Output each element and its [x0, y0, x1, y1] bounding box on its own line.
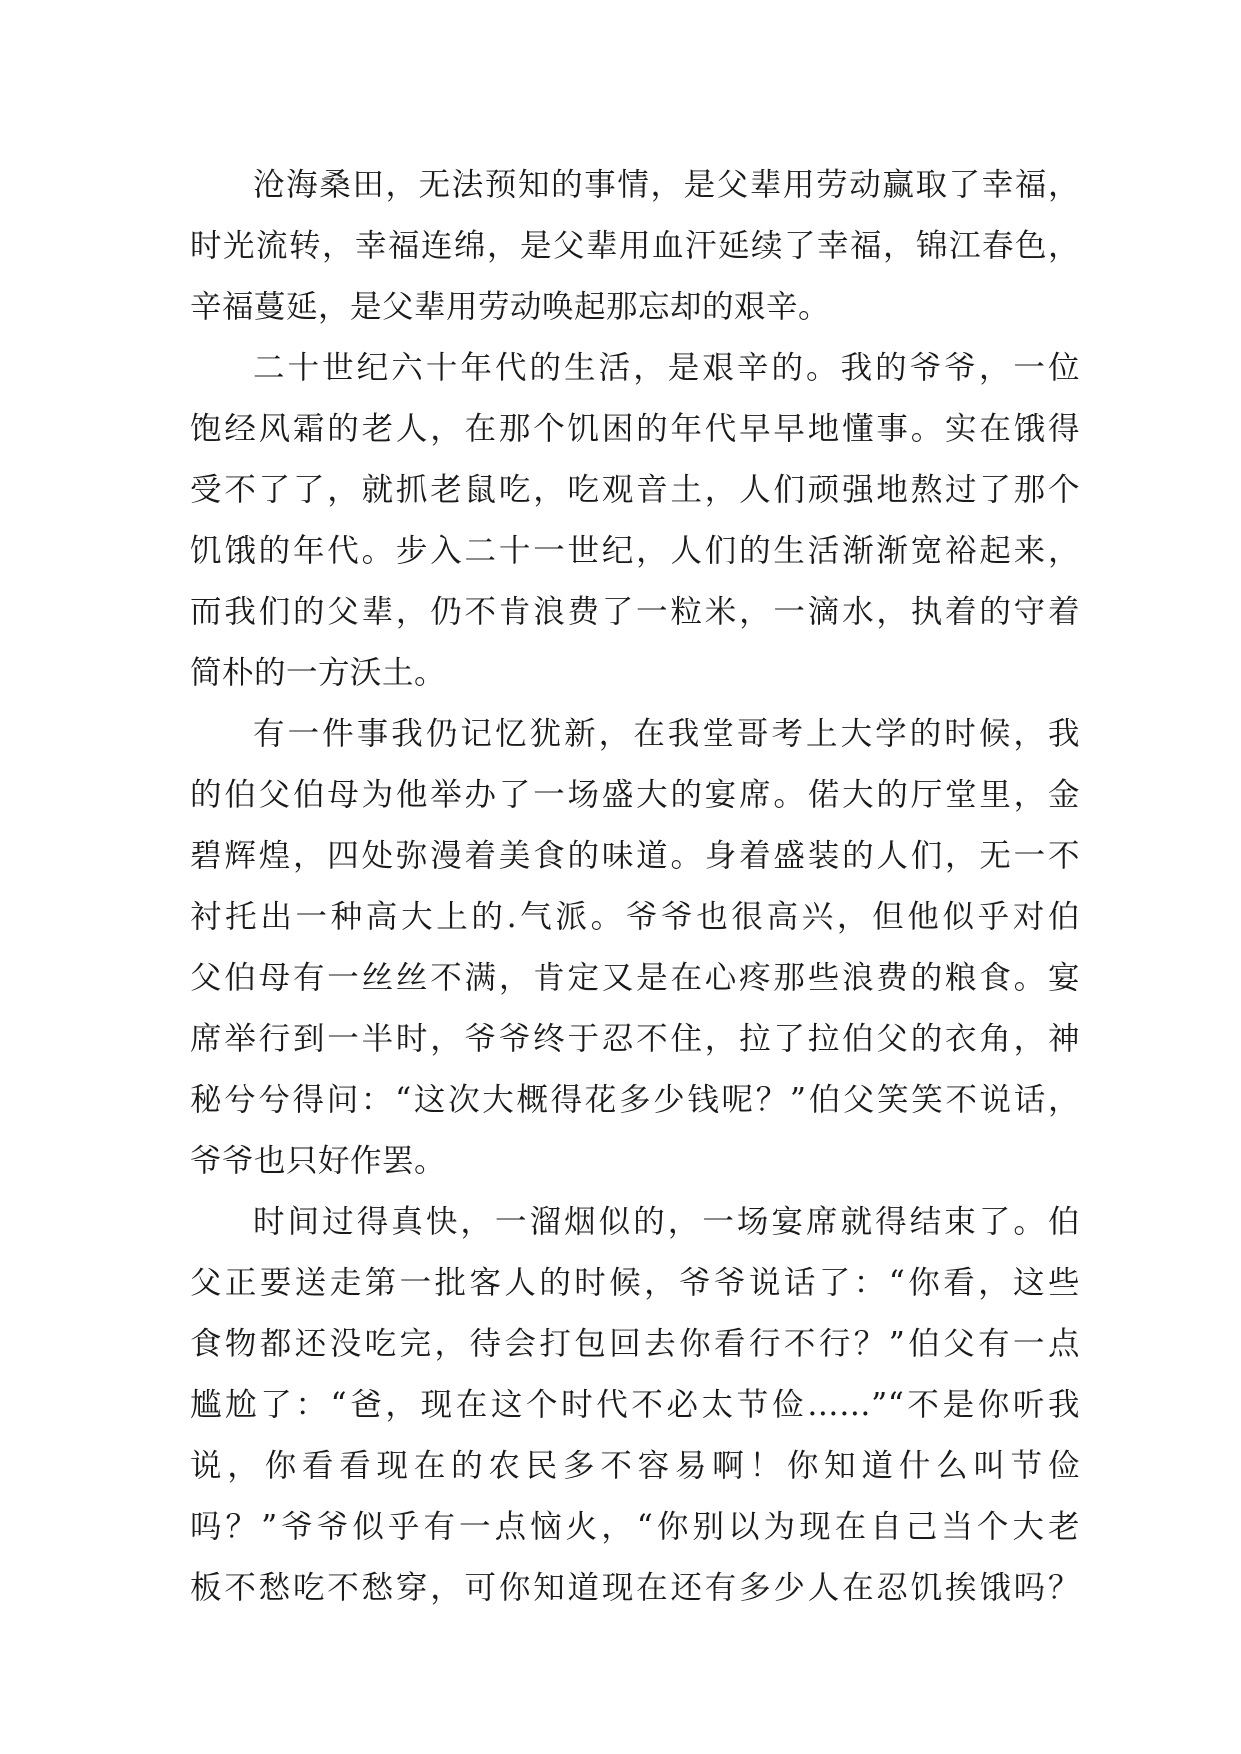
paragraph-line: 而我们的父辈，仍不肯浪费了一粒米，一滴水，执着的守着 — [190, 594, 1080, 630]
paragraph-line: 饱经风霜的老人，在那个饥困的年代早早地懂事。实在饿得 — [190, 411, 1080, 447]
paragraph-line: 衬托出一种高大上的.气派。爷爷也很高兴，但他似乎对伯 — [190, 899, 1080, 935]
paragraph-line: 爷爷也只好作罢。 — [190, 1143, 447, 1179]
paragraph-2 — [190, 338, 1080, 704]
paragraph-line: 二十世纪六十年代的生活，是艰辛的。我的爷爷，一位 — [253, 350, 1080, 386]
paragraph-line: 板不愁吃不愁穿，可你知道现在还有多少人在忍饥挨饿吗？ — [190, 1570, 1080, 1606]
paragraph-line: 碧辉煌，四处弥漫着美食的味道。身着盛装的人们，无一不 — [190, 838, 1080, 874]
paragraph-line: 席举行到一半时，爷爷终于忍不住，拉了拉伯父的衣角，神 — [190, 1021, 1080, 1057]
paragraph-line: 辛福蔓延，是父辈用劳动唤起那忘却的艰辛。 — [190, 289, 831, 325]
essay-body — [190, 155, 1080, 1619]
paragraph-line: 饥饿的年代。步入二十一世纪，人们的生活渐渐宽裕起来， — [190, 533, 1080, 569]
paragraph-line: 说，你看看现在的农民多不容易啊！你知道什么叫节俭 — [190, 1448, 1080, 1484]
paragraph-line: 时光流转，幸福连绵，是父辈用血汗延续了幸福，锦江春色， — [190, 228, 1080, 264]
paragraph-line: 受不了了，就抓老鼠吃，吃观音土，人们顽强地熬过了那个 — [190, 472, 1080, 508]
paragraph-4 — [190, 1192, 1080, 1619]
paragraph-line: 有一件事我仍记忆犹新，在我堂哥考上大学的时候，我 — [253, 716, 1080, 752]
paragraph-line: 的伯父伯母为他举办了一场盛大的宴席。偌大的厅堂里，金 — [190, 777, 1080, 813]
paragraph-line: 时间过得真快，一溜烟似的，一场宴席就得结束了。伯 — [253, 1204, 1080, 1240]
paragraph-line: 吗？”爷爷似乎有一点恼火，“你别以为现在自己当个大老 — [190, 1509, 1080, 1545]
paragraph-line: 尴尬了：“爸，现在这个时代不必太节俭……”“不是你听我 — [190, 1387, 1080, 1423]
paragraph-line: 父正要送走第一批客人的时候，爷爷说话了：“你看，这些 — [190, 1265, 1080, 1301]
paragraph-1 — [190, 155, 1080, 338]
paragraph-line: 父伯母有一丝丝不满，肯定又是在心疼那些浪费的粮食。宴 — [190, 960, 1080, 996]
paragraph-line: 食物都还没吃完，待会打包回去你看行不行？”伯父有一点 — [190, 1326, 1080, 1362]
paragraph-line: 秘兮兮得问：“这次大概得花多少钱呢？”伯父笑笑不说话， — [190, 1082, 1080, 1118]
paragraph-line: 沧海桑田，无法预知的事情，是父辈用劳动赢取了幸福， — [253, 167, 1080, 203]
paragraph-line: 简朴的一方沃土。 — [190, 655, 447, 691]
paragraph-3 — [190, 704, 1080, 1192]
